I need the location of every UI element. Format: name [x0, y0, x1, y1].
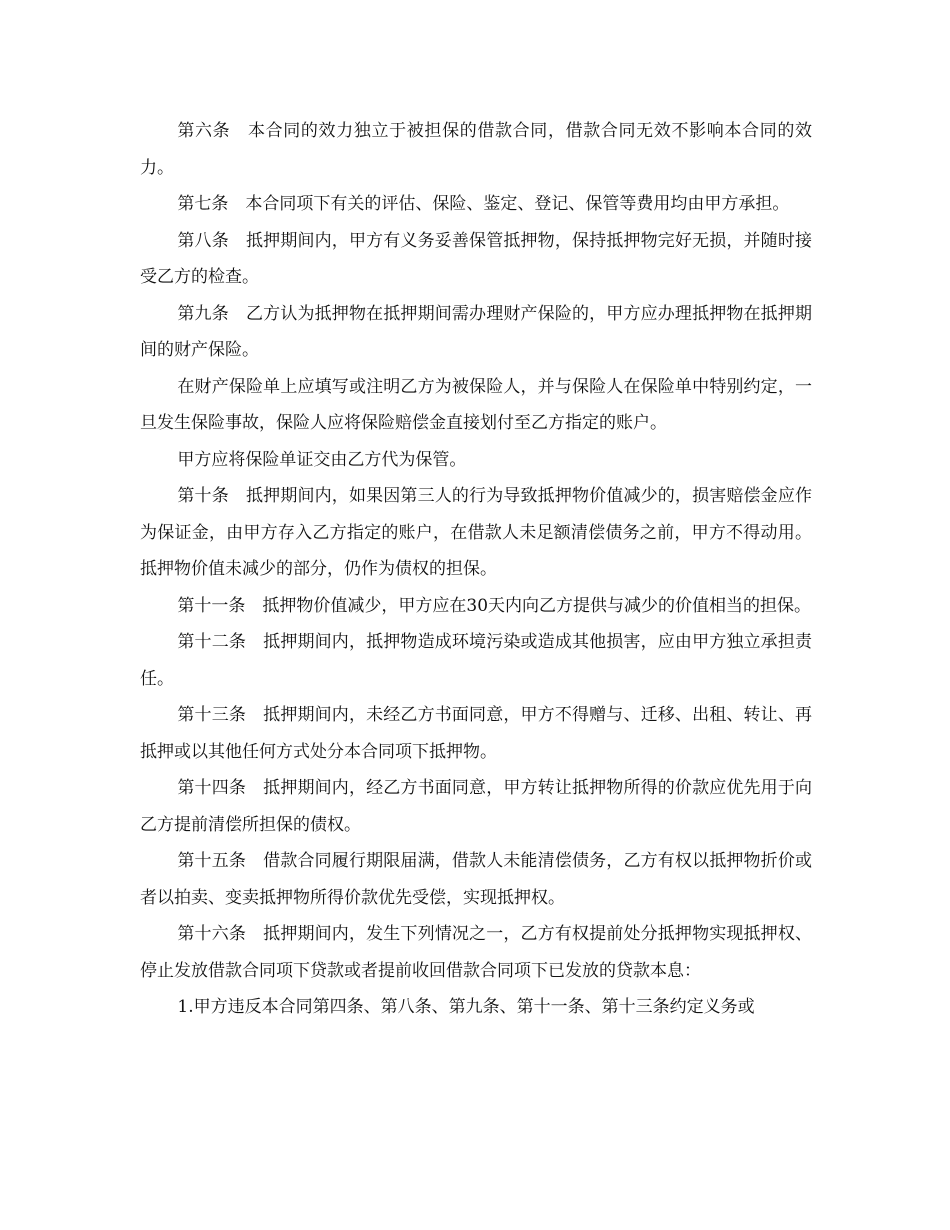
article-15: 第十五条 借款合同履行期限届满，借款人未能清偿债务，乙方有权以抵押物折价或者以拍卖、变卖抵押物所得价款优先受偿，实现抵押权。 — [140, 851, 812, 908]
article-6: 第六条 本合同的效力独立于被担保的借款合同，借款合同无效不影响本合同的效力。 — [140, 121, 812, 178]
article-13: 第十三条 抵押期间内，未经乙方书面同意，甲方不得赠与、迁移、出租、转让、再抵押或以其他任何方式处分本合同项下抵押物。 — [140, 705, 812, 762]
article-9-custody-clause: 甲方应将保险单证交由乙方代为保管。 — [177, 449, 467, 470]
article-9: 第九条 乙方认为抵押物在抵押期间需办理财产保险的，甲方应办理抵押物在抵押期间的财产保险。 — [140, 303, 812, 360]
contract-body — [140, 113, 812, 1026]
article-11: 第十一条 抵押物价值减少，甲方应在30天内向乙方提供与减少的价值相当的担保。 — [177, 595, 812, 616]
article-16-item-1: 1.甲方违反本合同第四条、第八条、第九条、第十一条、第十三条约定义务或 — [177, 997, 755, 1017]
article-14: 第十四条 抵押期间内，经乙方书面同意，甲方转让抵押物所得的价款应优先用于向乙方提前清偿所担保的债权。 — [140, 778, 812, 835]
article-8: 第八条 抵押期间内，甲方有义务妥善保管抵押物，保持抵押物完好无损，并随时接受乙方的检查。 — [140, 230, 812, 287]
article-12: 第十二条 抵押期间内，抵押物造成环境污染或造成其他损害，应由甲方独立承担责任。 — [140, 632, 812, 689]
article-16: 第十六条 抵押期间内，发生下列情况之一，乙方有权提前处分抵押物实现抵押权、停止发放借款合同项下贷款或者提前收回借款合同项下已发放的贷款本息： — [140, 924, 812, 981]
article-10: 第十条 抵押期间内，如果因第三人的行为导致抵押物价值减少的，损害赔偿金应作为保证金，由甲方存入乙方指定的账户，在借款人未足额清偿债务之前，甲方不得动用。抵押物价值未减少的部分，仍作为债权的担保。 — [140, 486, 812, 579]
article-7: 第七条 本合同项下有关的评估、保险、鉴定、登记、保管等费用均由甲方承担。 — [177, 194, 790, 214]
article-9-insurance-clause: 在财产保险单上应填写或注明乙方为被保险人，并与保险人在保险单中特别约定，一旦发生保险事故，保险人应将保险赔偿金直接划付至乙方指定的账户。 — [140, 376, 812, 433]
